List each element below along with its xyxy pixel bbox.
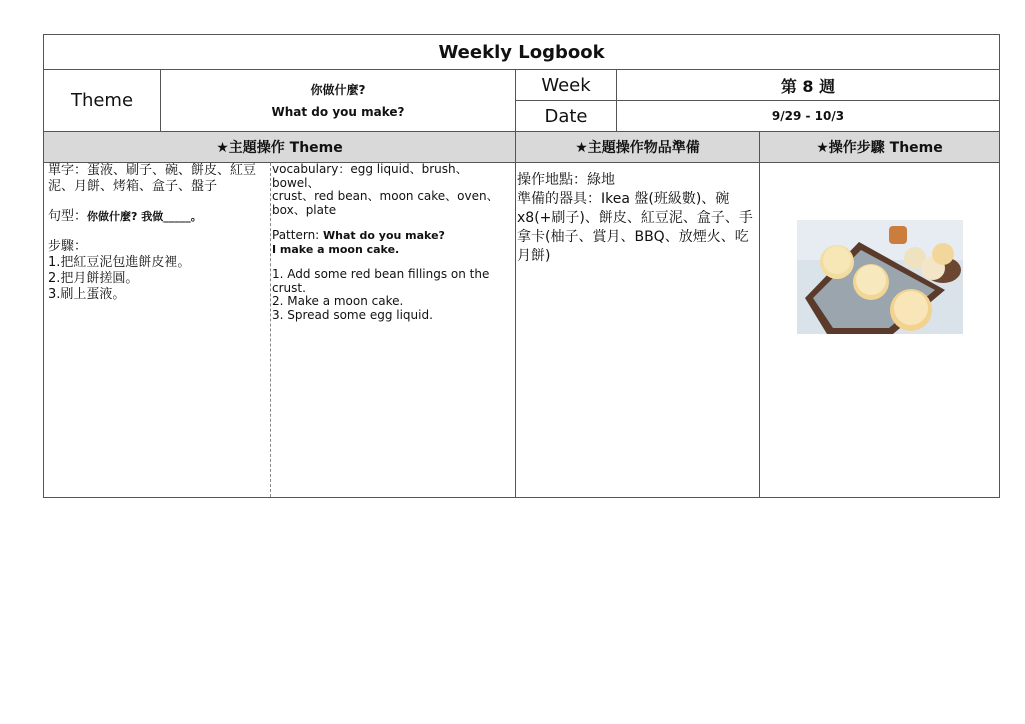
prep-line1: 操作地點：綠地 [517, 172, 615, 188]
prep-content-cell [516, 163, 760, 498]
mooncake-photo [797, 220, 963, 334]
pattern-zh [48, 209, 266, 225]
section-head-theme: ★主題操作 Theme [44, 132, 516, 163]
vocab-en-line1: vocabulary：egg liquid、brush、bowel、 [272, 162, 468, 190]
vocab-zh-line1: 單字：蛋液、刷子、碗、餅皮、紅豆 [48, 163, 257, 178]
prep-line3: x8(+刷子)、餅皮、紅豆泥、盒子、手 [517, 210, 753, 226]
pattern-zh-label: 句型： [48, 209, 88, 224]
step-en-3: 3. Spread some egg liquid. [272, 307, 433, 322]
step-zh-1: 1.把紅豆泥包進餅皮裡。 [48, 255, 191, 270]
theme-en: What do you make? [271, 104, 405, 119]
steps-zh-label: 步驟： [48, 239, 88, 254]
pattern-en-answer: I make a moon cake. [272, 242, 400, 256]
pattern-en [272, 229, 514, 243]
vocab-zh-line2: 泥、月餅、烤箱、盒子、盤子 [48, 179, 218, 194]
chinese-content-cell [44, 163, 271, 498]
section-head-prep: ★主題操作物品準備 [516, 132, 760, 163]
date-value: 9/29 - 10/3 [617, 101, 1000, 132]
logbook-table [43, 34, 1000, 498]
theme-value [161, 70, 516, 132]
prep-line4: 拿卡(柚子、賞月、BBQ、放煙火、吃 [517, 229, 749, 245]
prep-line5: 月餅) [517, 248, 551, 264]
section-head-steps: ★操作步驟 Theme [760, 132, 1000, 163]
step-zh-2: 2.把月餅搓圓。 [48, 271, 139, 286]
week-label: Week [516, 70, 617, 101]
theme-zh: 你做什麼? [310, 82, 366, 97]
week-value: 第 8 週 [617, 70, 1000, 101]
english-content-cell [271, 163, 516, 498]
theme-label: Theme [44, 70, 161, 132]
vocab-en-line3: box、plate [272, 202, 337, 217]
logbook-page [43, 34, 999, 498]
steps-image-cell [760, 163, 1000, 498]
date-label: Date [516, 101, 617, 132]
logbook-title: Weekly Logbook [44, 35, 1000, 70]
step-en-2: 2. Make a moon cake. [272, 294, 404, 308]
prep-line2: 準備的器具：Ikea 盤(班級數)、碗 [517, 191, 730, 207]
step-zh-3: 3.刷上蛋液。 [48, 287, 126, 302]
vocab-en-line2: crust、red bean、moon cake、oven、 [272, 189, 499, 203]
pattern-zh-text: 你做什麼? 我做_____。 [87, 210, 202, 223]
pattern-en-label: Pattern: [272, 228, 320, 242]
step-en-1: 1. Add some red bean fillings on the crust. [272, 267, 490, 295]
pattern-en-question: What do you make? [323, 229, 445, 242]
